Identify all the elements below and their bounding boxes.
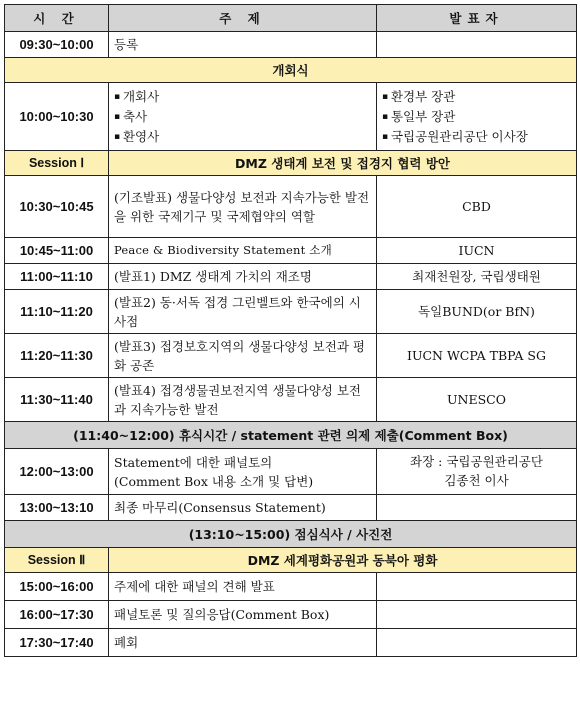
section-title: 개회식 (5, 58, 577, 83)
session-row-1 (5, 151, 577, 176)
time-cell: 11:30~11:40 (5, 378, 109, 422)
table-row (5, 290, 577, 334)
table-row (5, 449, 577, 495)
table-row (5, 32, 577, 58)
speaker-cell: UNESCO (377, 378, 577, 422)
session-title: DMZ 세계평화공원과 동북아 평화 (109, 548, 577, 573)
break-row (5, 422, 577, 449)
speaker-line: 김종천 이사 (444, 473, 509, 488)
table-row (5, 176, 577, 238)
break-title: (13:10~15:00) 점심식사 / 사진전 (5, 521, 577, 548)
speaker-cell: CBD (377, 176, 577, 238)
session-label: Session Ⅰ (5, 151, 109, 176)
table-row (5, 264, 577, 290)
header-time: 시 간 (5, 5, 109, 32)
topic-cell: Peace & Biodiversity Statement 소개 (109, 238, 377, 264)
time-cell: 17:30~17:40 (5, 629, 109, 657)
table-row (5, 601, 577, 629)
session-title: DMZ 생태계 보전 및 접경지 협력 방안 (109, 151, 577, 176)
section-row-opening (5, 58, 577, 83)
topic-cell: (발표2) 동·서독 접경 그린벨트와 한국에의 시사점 (109, 290, 377, 334)
list-item: ▪ 통일부 장관 (382, 107, 571, 127)
program-schedule (4, 4, 576, 657)
speaker-cell (377, 601, 577, 629)
table-row (5, 495, 577, 521)
schedule-table (4, 4, 577, 657)
topic-cell: 등록 (109, 32, 377, 58)
topic-cell (109, 449, 377, 495)
speaker-cell (377, 83, 577, 151)
table-row (5, 334, 577, 378)
topic-cell: 폐회 (109, 629, 377, 657)
topic-cell: (발표3) 접경보호지역의 생물다양성 보전과 평화 공존 (109, 334, 377, 378)
table-row (5, 629, 577, 657)
table-row (5, 83, 577, 151)
topic-cell: (발표4) 접경생물권보전지역 생물다양성 보전과 지속가능한 발전 (109, 378, 377, 422)
speaker-cell: IUCN WCPA TBPA SG (377, 334, 577, 378)
session-row-2 (5, 548, 577, 573)
topic-cell: 주제에 대한 패널의 견해 발표 (109, 573, 377, 601)
speaker-cell (377, 573, 577, 601)
time-cell: 11:00~11:10 (5, 264, 109, 290)
time-cell: 13:00~13:10 (5, 495, 109, 521)
table-row (5, 238, 577, 264)
header-row (5, 5, 577, 32)
time-cell: 15:00~16:00 (5, 573, 109, 601)
topic-cell: 최종 마무리(Consensus Statement) (109, 495, 377, 521)
topic-cell: 패널토론 및 질의응답(Comment Box) (109, 601, 377, 629)
topic-cell: (발표1) DMZ 생태계 가치의 재조명 (109, 264, 377, 290)
speaker-cell (377, 449, 577, 495)
time-cell: 16:00~17:30 (5, 601, 109, 629)
table-row (5, 378, 577, 422)
topic-cell (109, 83, 377, 151)
time-cell: 09:30~10:00 (5, 32, 109, 58)
speaker-cell: IUCN (377, 238, 577, 264)
list-item: ▪ 국립공원관리공단 이사장 (382, 127, 571, 147)
speaker-cell (377, 629, 577, 657)
topic-line: (Comment Box 내용 소개 및 답변) (114, 473, 314, 489)
time-cell: 10:30~10:45 (5, 176, 109, 238)
list-item: ▪ 축사 (114, 107, 371, 127)
topic-line: Statement에 대한 패널토의 (114, 454, 273, 470)
break-title: (11:40~12:00) 휴식시간 / statement 관련 의제 제출(Comment Box) (5, 422, 577, 449)
topic-list (114, 87, 371, 147)
list-item: ▪ 환영사 (114, 127, 371, 147)
session-label: Session Ⅱ (5, 548, 109, 573)
speaker-cell (377, 495, 577, 521)
time-cell: 11:20~11:30 (5, 334, 109, 378)
speaker-cell (377, 32, 577, 58)
topic-cell: (기조발표) 생물다양성 보전과 지속가능한 발전을 위한 국제기구 및 국제협약의 역할 (109, 176, 377, 238)
header-topic: 주 제 (109, 5, 377, 32)
time-cell: 10:45~11:00 (5, 238, 109, 264)
speaker-list (382, 87, 571, 147)
header-speaker: 발표자 (377, 5, 577, 32)
time-cell: 12:00~13:00 (5, 449, 109, 495)
speaker-cell: 독일BUND(or BfN) (377, 290, 577, 334)
time-cell: 10:00~10:30 (5, 83, 109, 151)
speaker-line: 좌장 : 국립공원관리공단 (410, 454, 543, 469)
time-cell: 11:10~11:20 (5, 290, 109, 334)
list-item: ▪ 개회사 (114, 87, 371, 107)
break-row (5, 521, 577, 548)
speaker-cell: 최재천원장, 국립생태원 (377, 264, 577, 290)
table-row (5, 573, 577, 601)
list-item: ▪ 환경부 장관 (382, 87, 571, 107)
